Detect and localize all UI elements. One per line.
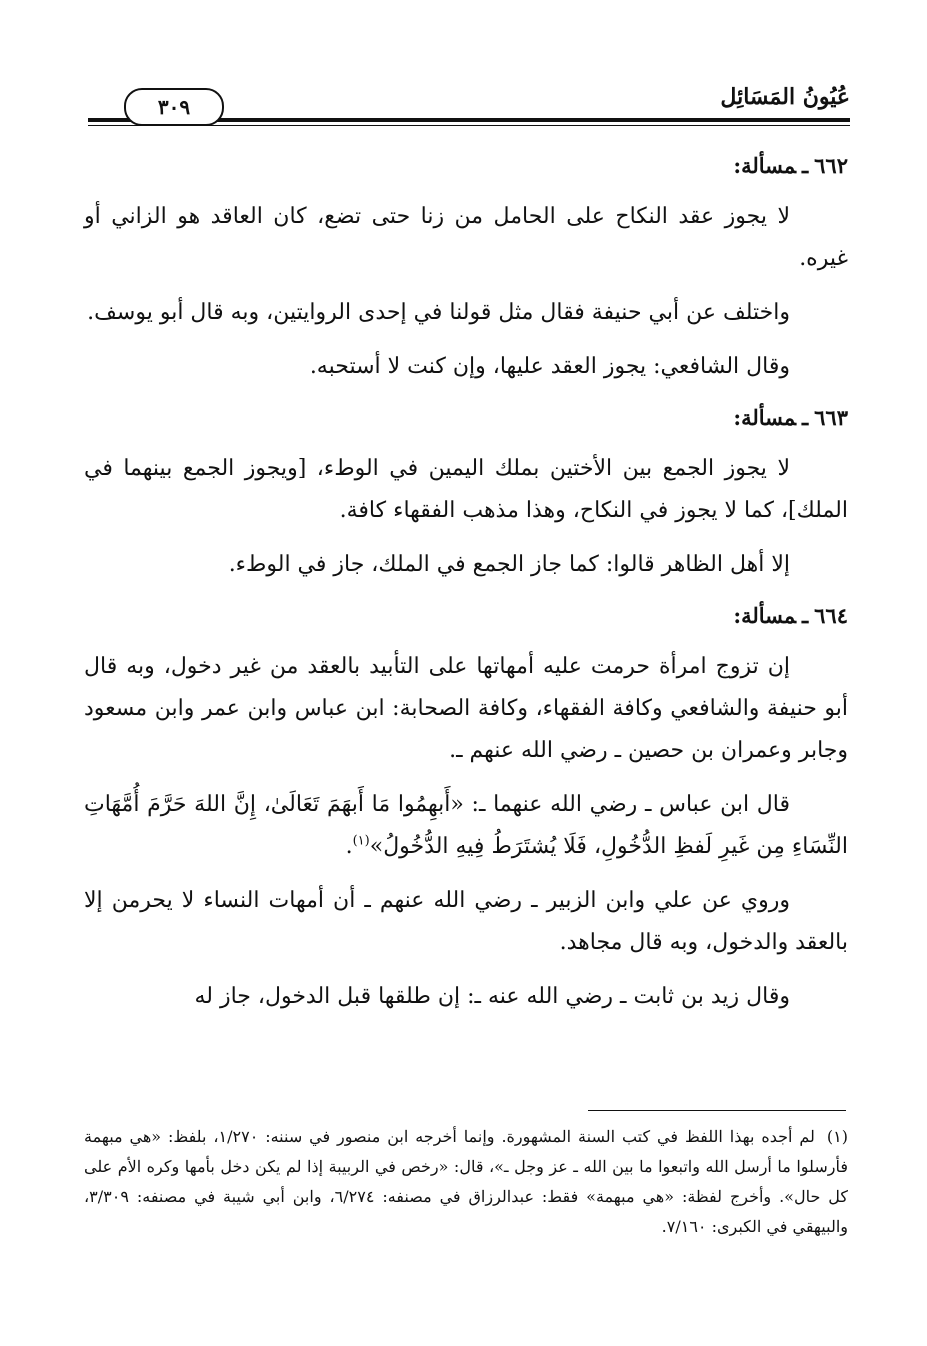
footnote-separator: [588, 1110, 846, 1111]
paragraph: وروي عن علي وابن الزبير ـ رضي الله عنهم ـ أن أمهات النساء لا يحرمن إلا بالعقد والدخول، وبه قال مجاهد.: [84, 888, 848, 955]
footnote-marker: (١): [826, 1127, 848, 1146]
footnote-item: [84, 1122, 848, 1242]
paragraph: واختلف عن أبي حنيفة فقال مثل قولنا في إحدى الروايتين، وبه قال أبو يوسف.: [87, 300, 790, 325]
paragraph: وقال الشافعي: يجوز العقد عليها، وإن كنت لا أستحبه.: [309, 354, 790, 379]
heading-dash: ـ: [802, 153, 809, 178]
heading-dash: ـ: [802, 405, 809, 430]
quote-paragraph: قال ابن عباس ـ رضي الله عنهما ـ: «أَبهِمُوا مَا أَبهَمَ تَعَالَىٰ، إِنَّ اللهَ حَرَّمَ أُمَّهَاتِ النِّسَاءِ مِن غَيرِ لَفظِ الدُّخُولِ، فَلَا يُشتَرَطُ فِيهِ الدُّخُولُ»$^{(١)}$.: [84, 792, 848, 859]
book-title: عُيُونُ المَسَائِل: [720, 84, 850, 110]
paragraph: إلا أهل الظاهر قالوا: كما جاز الجمع في الملك، جاز في الوطء.: [228, 552, 790, 577]
page-content: [84, 148, 848, 1030]
footnote-text: لم أجده بهذا اللفظ في كتب السنة المشهورة. وإنما أخرجه ابن منصور في سننه: ١/٢٧٠، بلفظ: «هي مبهمة فأرسلوا ما أرسل الله واتبعوا ما بين الله ـ عز وجل ـ»، قال: «رخص في الربيبة إذا لم يكن دخل بأمها وكره الأم على كل حال». وأخرج لفظة: «هي مبهمة» فقط: عبدالرزاق في مصنفه: ٦/٢٧٤، وابن أبي شيبة في مصنفه: ٣/٣٠٩، والبيهقي في الكبرى: ٧/١٦٠.: [84, 1127, 848, 1236]
quote-text: قال ابن عباس ـ رضي الله عنهما ـ: «أَبهِمُوا مَا أَبهَمَ تَعَالَىٰ، إِنَّ اللهَ حَرَّمَ أُمَّهَاتِ النِّسَاءِ مِن غَيرِ لَفظِ الدُّخُولِ، فَلَا يُشتَرَطُ فِيهِ الدُّخُولُ»: [84, 792, 848, 859]
issue-number: ٦٦٤: [814, 603, 848, 628]
paragraph: لا يجوز عقد النكاح على الحامل من زنا حتى تضع، كان العاقد هو الزاني أو غيره.: [84, 204, 848, 271]
issue-heading-662: [84, 148, 848, 184]
page-number: ٣٠٩: [124, 88, 224, 126]
issue-label: مسألة:: [733, 603, 796, 628]
paragraph: لا يجوز الجمع بين الأختين بملك اليمين في الوطء، [ويجوز الجمع بينهما في الملك]، كما لا يجوز في النكاح، وهذا مذهب الفقهاء كافة.: [84, 456, 848, 523]
issue-label: مسألة:: [733, 405, 796, 430]
paragraph: إن تزوج امرأة حرمت عليه أمهاتها على التأبيد بالعقد من غير دخول، وبه قال أبو حنيفة والشافعي وكافة الفقهاء، وكافة الصحابة: ابن عباس وابن عمر وابن مسعود وجابر وعمران بن حصين ـ رضي الله عنهم ـ.: [84, 654, 848, 763]
page-header: [88, 78, 850, 128]
footnotes: [84, 1122, 848, 1242]
issue-heading-664: [84, 598, 848, 634]
footnote-reference[interactable]: (١): [352, 833, 370, 849]
issue-number: ٦٦٣: [814, 405, 848, 430]
issue-heading-663: [84, 400, 848, 436]
issue-label: مسألة:: [733, 153, 796, 178]
heading-dash: ـ: [802, 603, 809, 628]
issue-number: ٦٦٢: [814, 153, 848, 178]
paragraph: وقال زيد بن ثابت ـ رضي الله عنه ـ: إن طلقها قبل الدخول، جاز له: [194, 984, 790, 1009]
